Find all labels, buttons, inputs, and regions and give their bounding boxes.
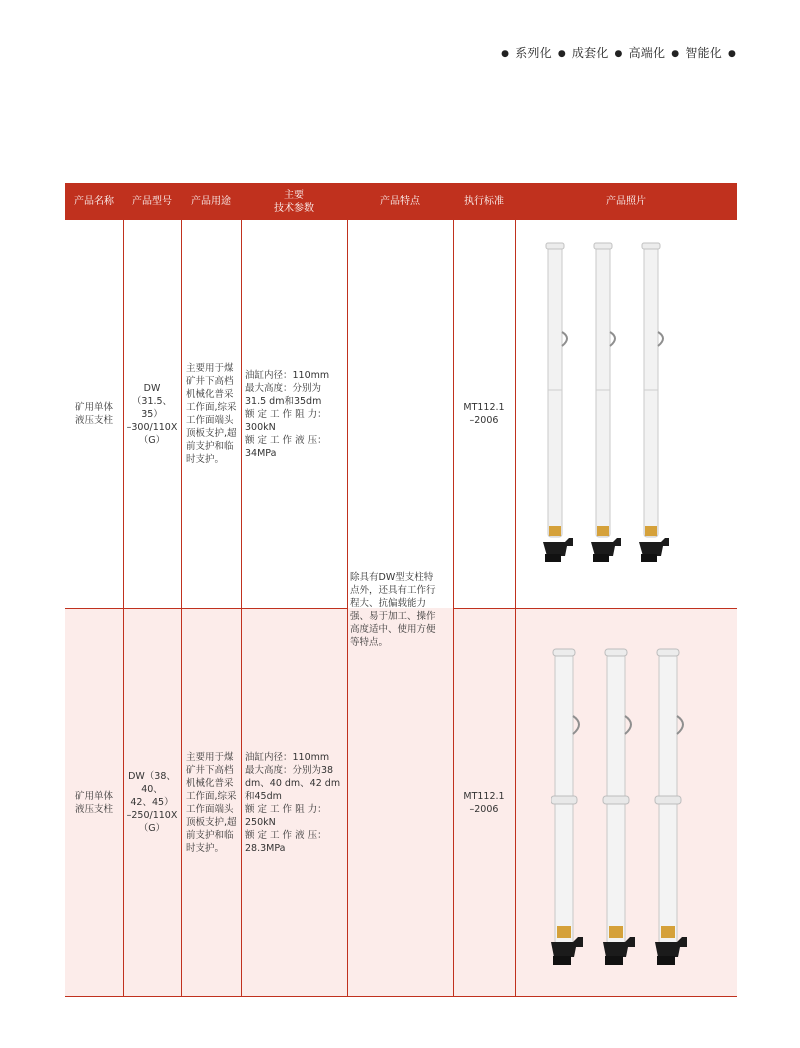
- header-features: 产品特点: [380, 196, 420, 207]
- product-table: [65, 183, 737, 997]
- row-divider: [65, 608, 347, 609]
- cell-standard: MT112.1 –2006: [463, 790, 505, 815]
- hydraulic-prop-photo-2: [551, 646, 721, 986]
- header-params: 主要 技术参数: [274, 189, 314, 214]
- bullet-icon: ●: [727, 49, 736, 59]
- table-row: [65, 608, 737, 997]
- cell-usage: 主要用于煤 矿井下高档 机械化普采 工作面,综采 工作面端头 顶板支护,超 前支护和临 时支护。: [186, 363, 237, 465]
- cell-params: 油缸内径：110mm 最大高度：分别为38 dm、40 dm、42 dm 和45dm 额 定 工 作 阻 力： 250kN 额 定 工 作 液 压： 28.3MPa: [245, 751, 341, 854]
- header-photo: 产品照片: [606, 196, 646, 207]
- header-usage: 产品用途: [191, 196, 231, 207]
- bullet-icon: ●: [557, 49, 566, 59]
- table-row: [65, 220, 737, 608]
- tagline-item: 智能化: [685, 46, 722, 60]
- cell-usage: 主要用于煤 矿井下高档 机械化普采 工作面,综采 工作面端头 顶板支护,超 前支护和临 时支护。: [186, 751, 237, 854]
- bullet-icon: ●: [614, 49, 623, 59]
- row-divider: [453, 608, 737, 609]
- hydraulic-prop-photo-1: [541, 240, 711, 580]
- tagline-item: 高端化: [628, 46, 666, 60]
- table-bottom-line: [65, 996, 737, 997]
- bullet-icon: ●: [501, 49, 510, 59]
- column-divider: [347, 220, 348, 997]
- tagline-item: 系列化: [515, 46, 552, 60]
- cell-model: DW （31.5、 35） –300/110X （G）: [126, 382, 178, 446]
- cell-product-name: 矿用单体 液压支柱: [74, 790, 113, 815]
- tagline-item: 成套化: [571, 46, 609, 60]
- tagline: [499, 44, 738, 61]
- shared-features: 除具有DW型支柱特 点外，还具有工作行 程大、抗偏载能力 强、易于加工、操作 高度适中、使用方便 等特点。: [350, 572, 436, 648]
- cell-standard: MT112.1 –2006: [463, 402, 505, 426]
- cell-params: 油缸内径：110mm 最大高度：分别为 31.5 dm和35dm 额 定 工 作 阻 力： 300kN 额 定 工 作 液 压： 34MPa: [245, 369, 330, 459]
- cell-model: DW（38、 40、 42、45） –250/110X （G）: [126, 771, 178, 834]
- header-name: 产品名称: [74, 196, 114, 207]
- table-header: [65, 183, 737, 220]
- header-model: 产品型号: [132, 196, 172, 207]
- bullet-icon: ●: [671, 49, 680, 59]
- header-standard: 执行标准: [464, 196, 504, 207]
- cell-product-name: 矿用单体 液压支柱: [74, 402, 113, 426]
